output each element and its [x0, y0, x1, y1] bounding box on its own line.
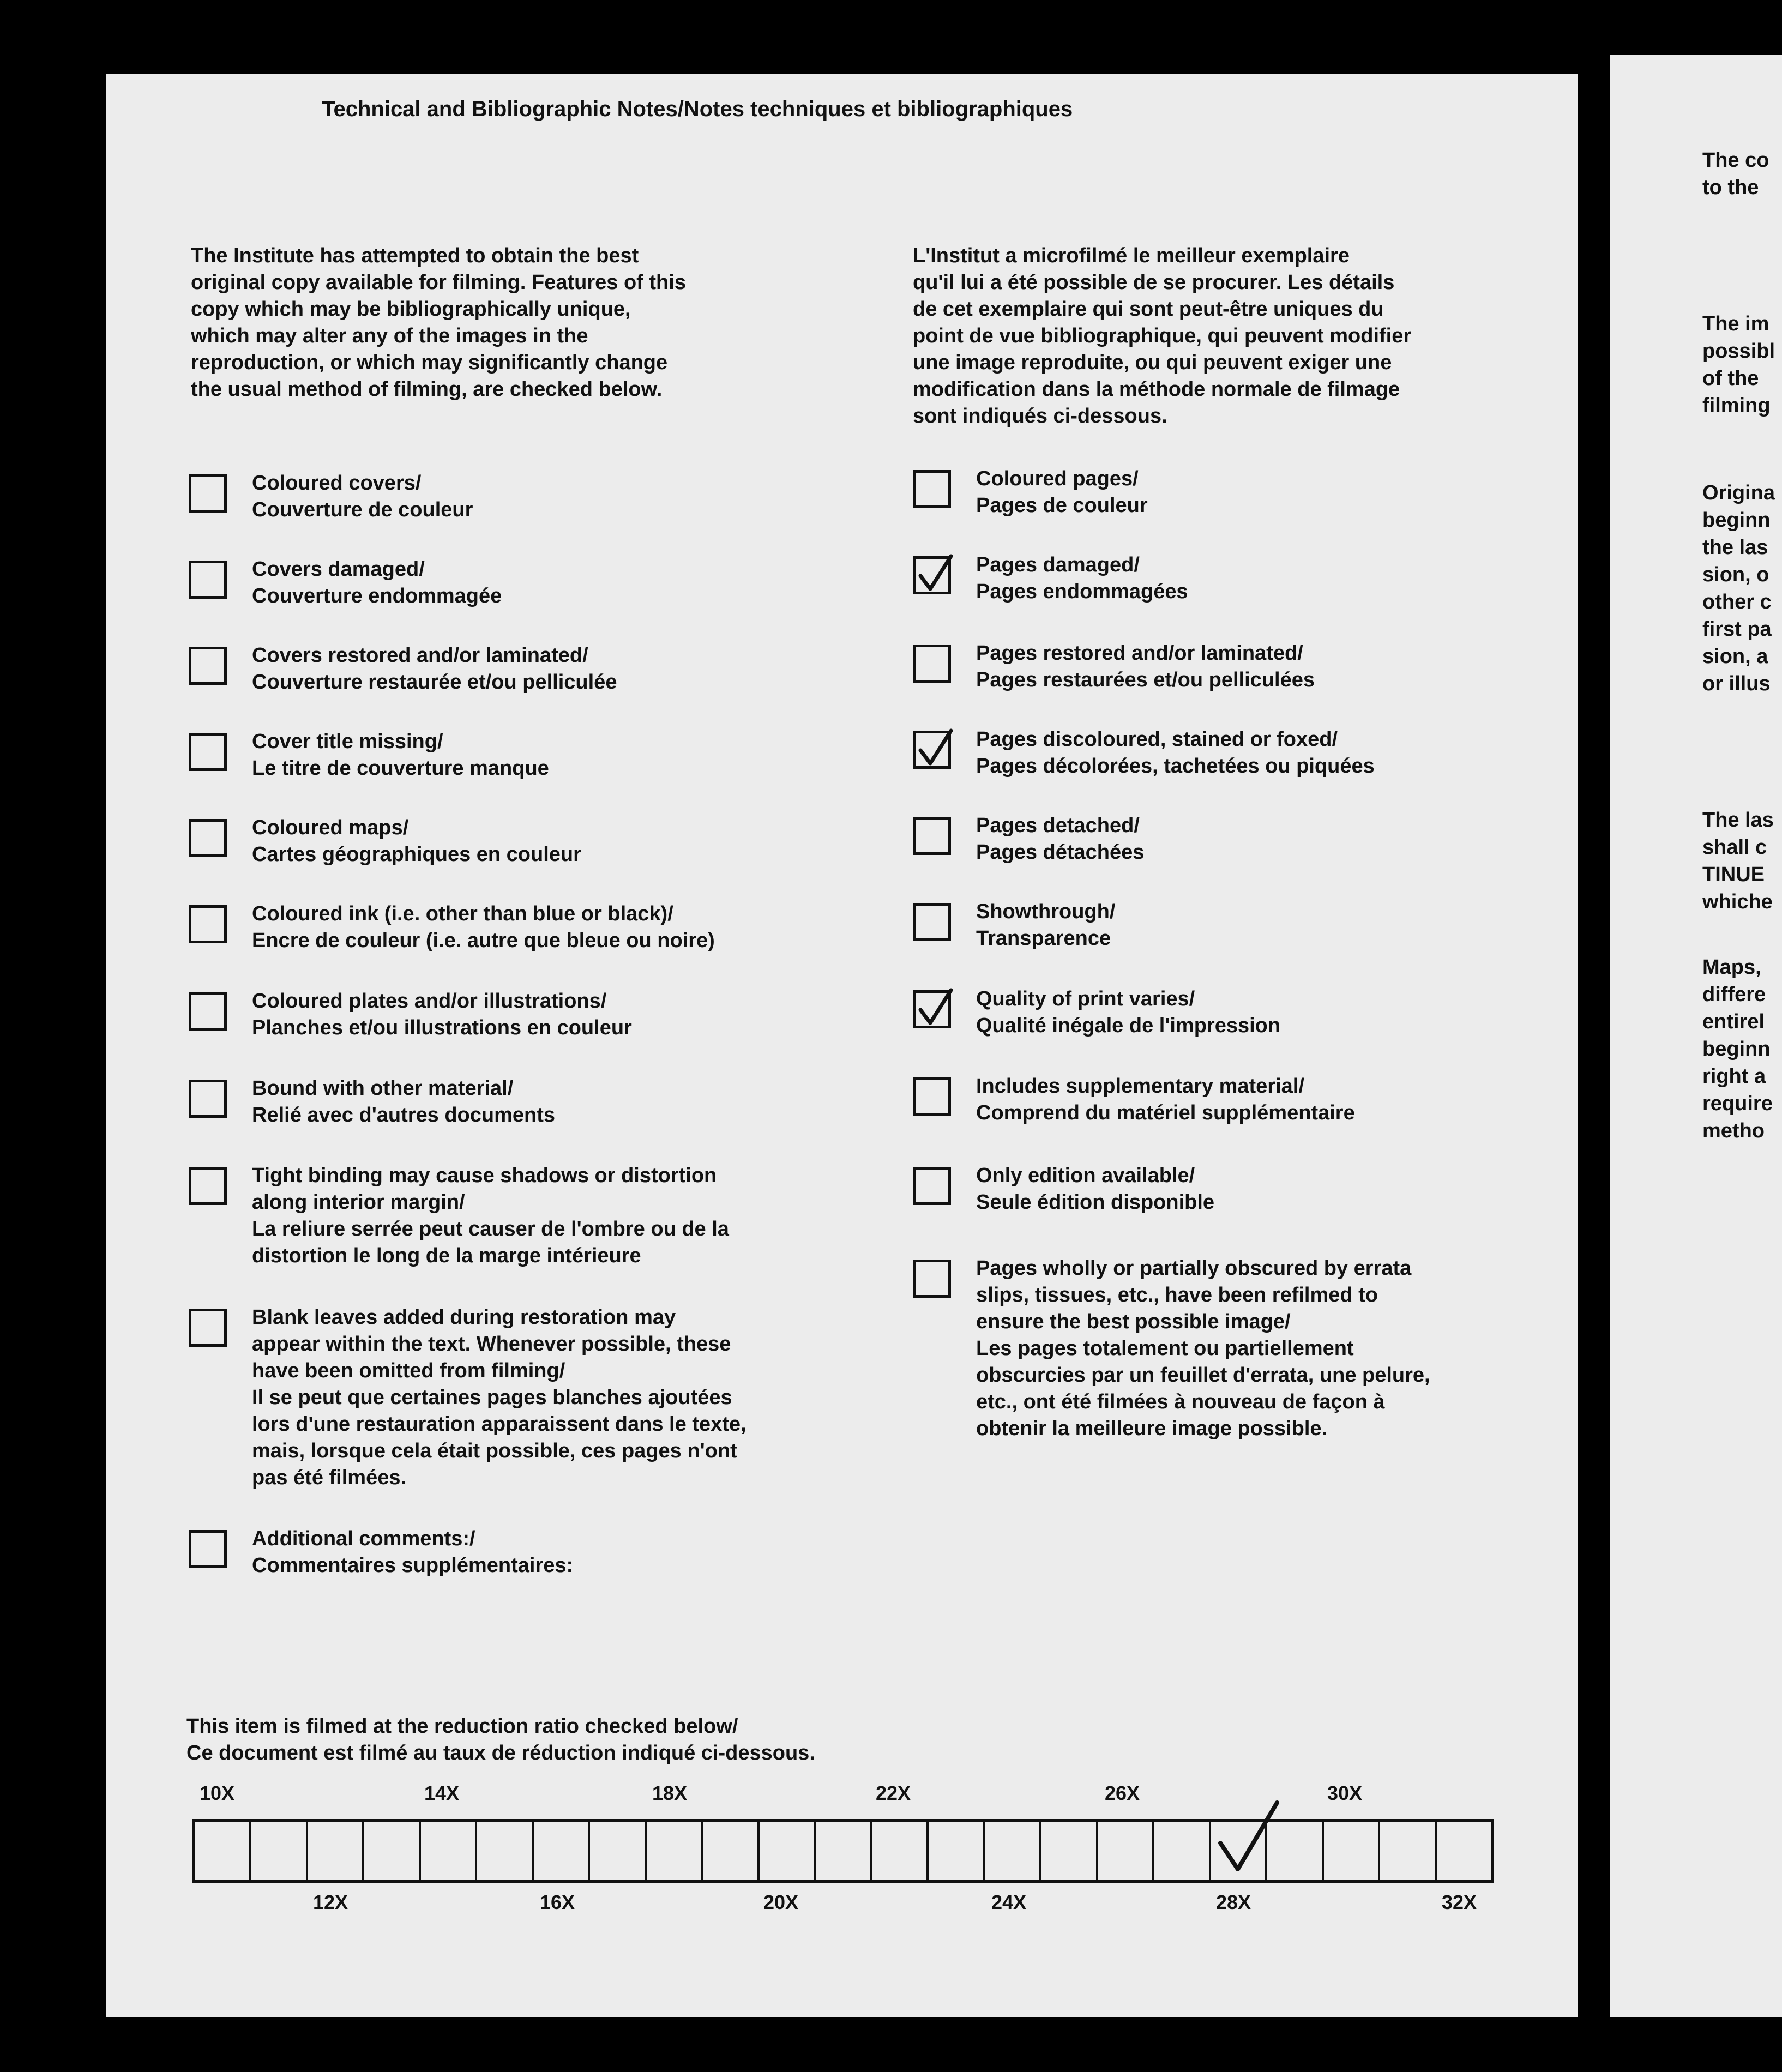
scale-label: 18X	[652, 1782, 688, 1804]
checkbox[interactable]	[913, 470, 951, 508]
adjacent-sheet-line: first pa	[1702, 618, 1772, 641]
adjacent-sheet-line: Origina	[1702, 481, 1775, 504]
scale-cell[interactable]	[590, 1822, 646, 1880]
checkbox[interactable]	[913, 1077, 951, 1116]
scale-cell[interactable]	[364, 1822, 420, 1880]
adjacent-sheet-line: the las	[1702, 536, 1768, 559]
checkbox[interactable]	[189, 1309, 227, 1347]
page-title: Technical and Bibliographic Notes/Notes techniques et bibliographiques	[322, 97, 1073, 121]
scale-cell[interactable]	[872, 1822, 929, 1880]
scale-cell[interactable]	[421, 1822, 477, 1880]
scale-cell[interactable]	[534, 1822, 590, 1880]
checklist-item-label: Coloured plates and/or illustrations/ Planches et/ou illustrations en couleur	[252, 990, 632, 1039]
checklist-item-label: Bound with other material/ Relié avec d'autres documents	[252, 1077, 556, 1127]
checklist-item-label: Pages detached/ Pages détachées	[976, 814, 1145, 864]
checklist-item-label: Cover title missing/ Le titre de couverture manque	[252, 730, 549, 780]
checkbox[interactable]	[189, 474, 227, 513]
checklist-item-label: Coloured ink (i.e. other than blue or black)/ Encre de couleur (i.e. autre que bleue ou noire)	[252, 902, 715, 952]
scale-cell[interactable]	[1098, 1822, 1154, 1880]
scale-cell[interactable]	[1380, 1822, 1436, 1880]
scale-cell[interactable]	[647, 1822, 703, 1880]
checkbox[interactable]	[189, 733, 227, 771]
adjacent-sheet-line: Maps,	[1702, 956, 1761, 979]
checklist-item-label: Pages wholly or partially obscured by errata slips, tissues, etc., have been refilmed to ensure the best possible image/ Les pages totalement ou partiellement obscurcies par un feuillet d'errata, une pelure, etc., ont été filmées à nouveau de façon à obtenir la meilleure image possible.	[976, 1257, 1430, 1440]
scale-cell[interactable]	[251, 1822, 308, 1880]
checkbox[interactable]	[189, 1167, 227, 1205]
scale-check-mark-icon	[1216, 1799, 1281, 1876]
adjacent-sheet-line: shall c	[1702, 836, 1767, 859]
scale-label: 32X	[1442, 1891, 1477, 1913]
checkbox[interactable]	[189, 819, 227, 857]
checkbox[interactable]	[189, 905, 227, 943]
checklist-item-label: Pages restored and/or laminated/ Pages restaurées et/ou pelliculées	[976, 642, 1315, 691]
scale-cell[interactable]	[308, 1822, 364, 1880]
scale-cell[interactable]	[477, 1822, 533, 1880]
adjacent-sheet-line: of the	[1702, 367, 1759, 390]
adjacent-sheet-line: or illus	[1702, 672, 1771, 695]
adjacent-sheet-line: The las	[1702, 809, 1774, 832]
scale-cell[interactable]	[703, 1822, 759, 1880]
adjacent-sheet-line: sion, o	[1702, 563, 1769, 586]
checklist-item-label: Pages discoloured, stained or foxed/ Pages décolorées, tachetées ou piquées	[976, 728, 1375, 778]
checklist-item-label: Showthrough/ Transparence	[976, 900, 1116, 950]
scale-cell[interactable]	[929, 1822, 985, 1880]
scale-cell[interactable]	[195, 1822, 251, 1880]
scale-label: 12X	[313, 1891, 348, 1913]
adjacent-sheet-line: whiche	[1702, 890, 1773, 913]
adjacent-sheet-line: beginn	[1702, 1038, 1771, 1061]
adjacent-sheet-line: metho	[1702, 1119, 1765, 1142]
checklist-item-label: Covers restored and/or laminated/ Couverture restaurée et/ou pelliculée	[252, 644, 617, 694]
check-mark-icon	[915, 987, 953, 1031]
checklist-item-label: Tight binding may cause shadows or distortion along interior margin/ La reliure serrée peut causer de l'ombre ou de la distortion le long de la marge intérieure	[252, 1164, 729, 1267]
scale-label: 14X	[424, 1782, 460, 1804]
adjacent-sheet-line: filming	[1702, 394, 1771, 417]
checklist-item-label: Pages damaged/ Pages endommagées	[976, 553, 1188, 603]
scale-label: 16X	[540, 1891, 575, 1913]
checkbox[interactable]	[913, 645, 951, 683]
checklist-item-label: Includes supplementary material/ Comprend du matériel supplémentaire	[976, 1075, 1355, 1124]
checklist-item-label: Covers damaged/ Couverture endommagée	[252, 558, 502, 607]
adjacent-sheet-line: The im	[1702, 312, 1769, 335]
scale-cell[interactable]	[760, 1822, 816, 1880]
intro-english: The Institute has attempted to obtain the best original copy available for filming. Features of this copy which may be bibliographically unique, which may alter any of the images in the reproduction, or which may significantly change the usual method of filming, are checked below.	[191, 244, 686, 401]
checkbox[interactable]	[189, 561, 227, 599]
scale-label: 30X	[1327, 1782, 1363, 1804]
checklist-item-label: Additional comments:/ Commentaires supplémentaires:	[252, 1527, 574, 1577]
reduction-ratio-scale	[192, 1819, 1494, 1883]
checklist-item-label: Coloured maps/ Cartes géographiques en couleur	[252, 816, 581, 866]
reduction-ratio-instructions: This item is filmed at the reduction ratio checked below/ Ce document est filmé au taux de réduction indiqué ci-dessous.	[186, 1715, 815, 1764]
scale-label: 22X	[876, 1782, 911, 1804]
checkbox[interactable]	[189, 1530, 227, 1568]
checkbox[interactable]	[189, 992, 227, 1031]
scale-cell[interactable]	[1437, 1822, 1491, 1880]
scale-label: 24X	[991, 1891, 1027, 1913]
scale-cell[interactable]	[1041, 1822, 1098, 1880]
check-mark-icon	[915, 727, 953, 771]
checkbox[interactable]	[913, 1167, 951, 1205]
checklist-item-label: Only edition available/ Seule édition disponible	[976, 1164, 1215, 1214]
scale-cell[interactable]	[1324, 1822, 1380, 1880]
checklist-item-label: Blank leaves added during restoration may appear within the text. Whenever possible, these have been omitted from filming/ Il se peut que certaines pages blanches ajoutées lors d'une restauration apparaissent dans le texte, mais, lorsque cela était possible, ces pages n'ont pas été filmées.	[252, 1306, 746, 1489]
scale-label: 28X	[1216, 1891, 1251, 1913]
check-mark-icon	[915, 553, 953, 597]
checklist-item-label: Coloured covers/ Couverture de couleur	[252, 472, 473, 521]
adjacent-sheet-line: differe	[1702, 983, 1766, 1006]
adjacent-sheet-line: The co	[1702, 149, 1769, 172]
adjacent-sheet-line: beginn	[1702, 509, 1771, 532]
adjacent-sheet-line: other c	[1702, 591, 1772, 613]
checklist-item-label: Coloured pages/ Pages de couleur	[976, 467, 1148, 517]
adjacent-sheet-line: require	[1702, 1092, 1773, 1115]
scale-cell[interactable]	[1154, 1822, 1211, 1880]
scale-label: 10X	[200, 1782, 235, 1804]
scale-cell[interactable]	[816, 1822, 872, 1880]
checkbox[interactable]	[189, 1080, 227, 1118]
intro-french: L'Institut a microfilmé le meilleur exemplaire qu'il lui a été possible de se procurer. Les détails de cet exemplaire qui sont peut-être uniques du point de vue bibliographique, qui peuvent modifier une image reproduite, ou qui peuvent exiger une modification dans la méthode normale de filmage sont indiqués ci-dessous.	[913, 244, 1412, 427]
scale-label: 26X	[1105, 1782, 1140, 1804]
adjacent-sheet-line: entirel	[1702, 1010, 1765, 1033]
adjacent-sheet-line: sion, a	[1702, 645, 1768, 668]
adjacent-sheet-line: possibl	[1702, 340, 1775, 363]
checkbox[interactable]	[913, 1260, 951, 1298]
checkbox[interactable]	[913, 903, 951, 941]
checkbox[interactable]	[189, 647, 227, 685]
checklist-item-label: Quality of print varies/ Qualité inégale de l'impression	[976, 987, 1281, 1037]
scale-cell[interactable]	[985, 1822, 1041, 1880]
checkbox[interactable]	[913, 817, 951, 855]
adjacent-sheet-line: TINUE	[1702, 863, 1765, 886]
scale-label: 20X	[763, 1891, 799, 1913]
adjacent-sheet-line: to the	[1702, 176, 1759, 199]
adjacent-sheet-line: right a	[1702, 1065, 1766, 1088]
